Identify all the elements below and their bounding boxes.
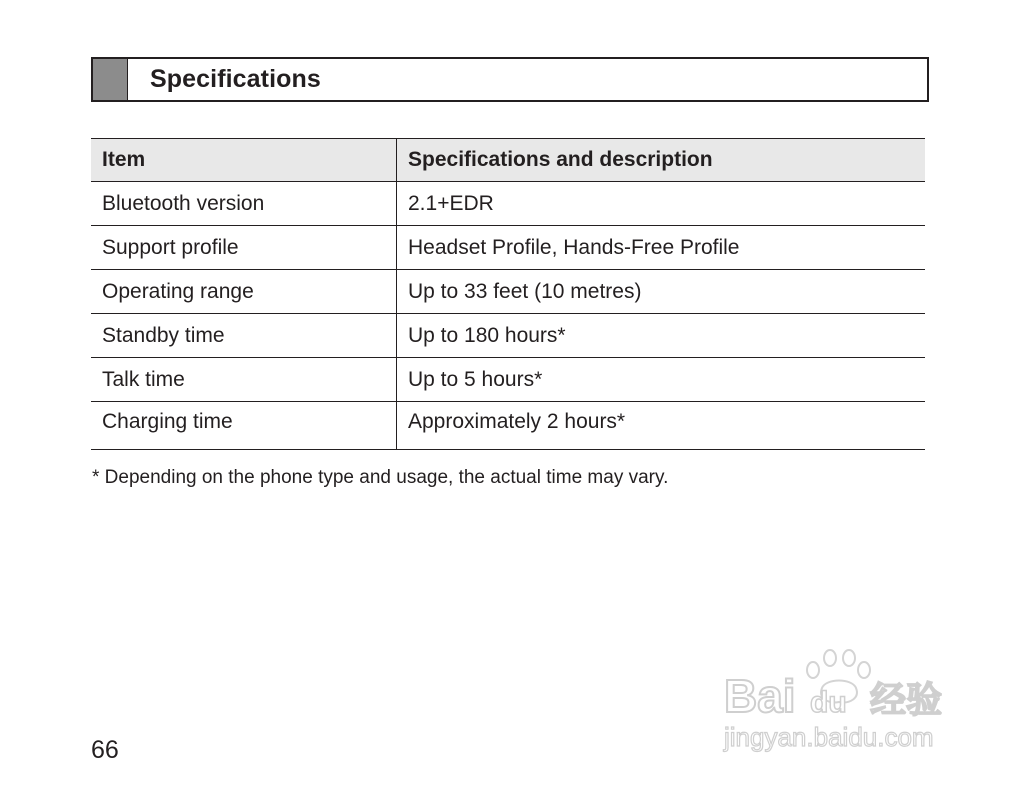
header-item: Item [91, 139, 397, 182]
row-description: Approximately 2 hours* [397, 402, 926, 450]
table-row [91, 314, 925, 358]
table-row [91, 182, 925, 226]
svg-text:du: du [810, 686, 847, 719]
row-item: Operating range [91, 270, 397, 314]
table-row [91, 226, 925, 270]
row-item: Standby time [91, 314, 397, 358]
svg-text:Bai: Bai [724, 670, 796, 722]
section-marker [93, 59, 128, 100]
row-description: Up to 180 hours* [397, 314, 926, 358]
row-description: 2.1+EDR [397, 182, 926, 226]
footnote: * Depending on the phone type and usage, the actual time may vary. [92, 467, 669, 488]
section-header [91, 57, 929, 102]
table-row [91, 270, 925, 314]
section-title: Specifications [150, 65, 321, 93]
page-number: 66 [91, 736, 119, 764]
row-description: Headset Profile, Hands-Free Profile [397, 226, 926, 270]
header-description: Specifications and description [397, 139, 926, 182]
row-item: Talk time [91, 358, 397, 402]
svg-text:经验: 经验 [870, 680, 943, 721]
row-description: Up to 33 feet (10 metres) [397, 270, 926, 314]
watermark-url: jingyan.baidu.com [724, 722, 934, 752]
row-item: Charging time [91, 402, 397, 450]
baidu-watermark-logo [722, 640, 962, 760]
row-item: Support profile [91, 226, 397, 270]
table-row [91, 402, 925, 450]
table-row [91, 358, 925, 402]
row-description: Up to 5 hours* [397, 358, 926, 402]
table-header-row [91, 139, 925, 182]
specifications-table [91, 138, 925, 450]
row-item: Bluetooth version [91, 182, 397, 226]
